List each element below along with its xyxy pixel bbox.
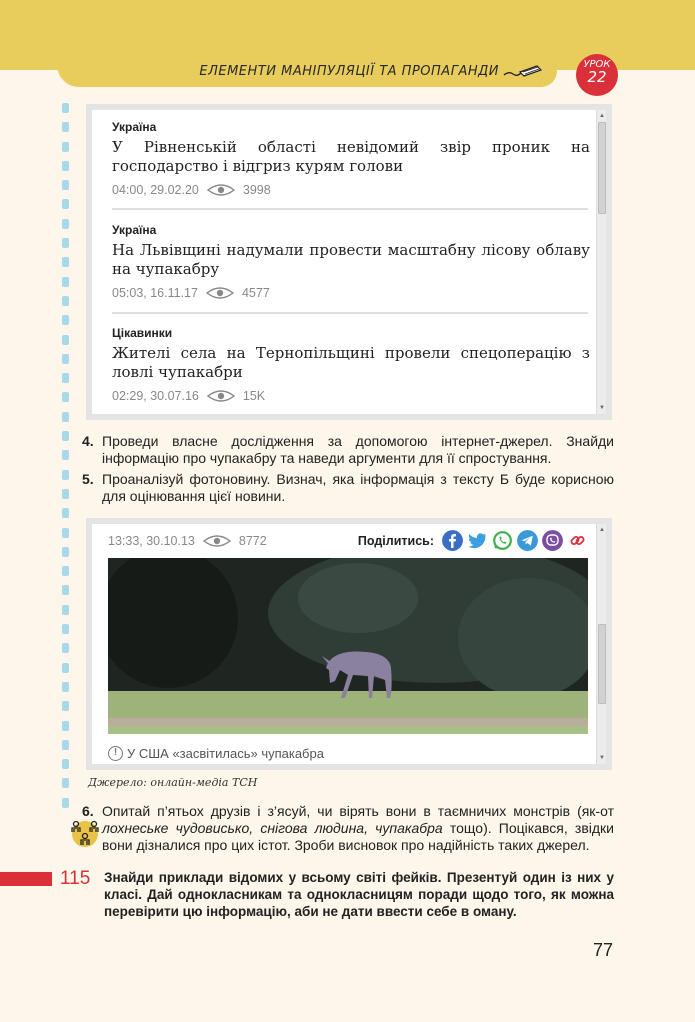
eye-icon xyxy=(207,183,235,197)
news-category: Україна xyxy=(112,223,157,237)
task-number: 5. xyxy=(82,471,94,487)
task-number-115: 115 xyxy=(60,868,91,889)
link-icon[interactable] xyxy=(567,530,588,551)
photo-caption xyxy=(108,746,324,761)
chapter-title: ЕЛЕМЕНТИ МАНІПУЛЯЦІЇ ТА ПРОПАГАНДИ xyxy=(199,64,499,79)
news-category: Цікавинки xyxy=(112,326,173,340)
lesson-label: УРОК xyxy=(583,59,611,70)
eye-icon xyxy=(203,534,231,548)
caption-text: У США «засвітилась» чупакабра xyxy=(127,746,324,761)
telegram-icon[interactable] xyxy=(517,530,538,551)
viber-icon[interactable] xyxy=(542,530,563,551)
task-marker-bar xyxy=(0,872,52,886)
task-list xyxy=(82,433,614,505)
chupacabra-photo[interactable] xyxy=(108,558,588,734)
task-6 xyxy=(82,803,614,854)
news-views: 4577 xyxy=(241,286,270,300)
news-item[interactable] xyxy=(112,326,590,403)
task-number: 4. xyxy=(82,433,94,449)
scroll-up-arrow[interactable]: ▲ xyxy=(599,113,605,119)
task-text: Опитай п’ятьох друзів і з’ясуй, чи вірять вони в таємничих монстрів (як-от лохнеське чудовисько, снігова людина, чупакабра тощо). Поцікався, звідки вони дізналися про цих істот. Зроби висновок про надійність таких джерел. xyxy=(102,803,615,853)
news-item[interactable] xyxy=(112,120,590,197)
scroll-down-arrow[interactable]: ▼ xyxy=(599,405,605,411)
scroll-down-arrow[interactable]: ▼ xyxy=(599,755,605,761)
twitter-icon[interactable] xyxy=(467,530,488,551)
task-text: Проведи власне дослідження за допомогою інтернет-джерел. Знайди інформацію про чупакабру та наведи аргументи для її спростування. xyxy=(102,433,614,466)
scroll-up-arrow[interactable]: ▲ xyxy=(599,527,605,533)
photo-scene xyxy=(108,558,588,734)
scrollbar[interactable] xyxy=(596,524,606,764)
share-bar xyxy=(358,530,588,551)
photo-news-time: 13:33, 30.10.13 xyxy=(108,534,195,548)
share-label: Поділитись: xyxy=(357,533,434,548)
page-number: 77 xyxy=(593,940,614,960)
news-headline[interactable]: У Рівненській області невідомий звір проник на господарство і відгриз курям голови xyxy=(112,138,590,175)
source-attribution: Джерело: онлайн-медіа ТСН xyxy=(88,776,258,789)
news-time: 04:00, 29.02.20 xyxy=(112,183,199,197)
info-icon: ! xyxy=(108,746,123,761)
news-time: 02:29, 30.07.16 xyxy=(112,389,199,403)
news-time: 05:03, 16.11.17 xyxy=(112,286,198,300)
eye-icon xyxy=(206,286,234,300)
notebook-margin-dots xyxy=(62,103,70,817)
news-item[interactable] xyxy=(112,223,590,300)
scrollbar-thumb[interactable] xyxy=(598,624,606,704)
task-4 xyxy=(82,433,614,467)
news-views: 3998 xyxy=(242,183,271,197)
photo-news-views: 8772 xyxy=(238,534,267,548)
divider xyxy=(112,312,588,314)
whatsapp-icon[interactable] xyxy=(492,530,513,551)
task-5 xyxy=(82,471,614,505)
divider xyxy=(112,208,588,210)
scrollbar[interactable] xyxy=(596,110,606,414)
news-feed-card xyxy=(86,104,612,420)
news-views: 15K xyxy=(242,389,266,403)
facebook-icon[interactable] xyxy=(442,530,463,551)
photo-news-card xyxy=(86,518,612,770)
task-number: 6. xyxy=(82,803,94,819)
news-category: Україна xyxy=(112,120,157,134)
monster-examples: лохнеське чудовисько, снігова людина, чупакабра xyxy=(102,820,443,836)
lesson-number: 22 xyxy=(587,68,607,86)
chapter-header xyxy=(57,55,557,87)
lesson-badge xyxy=(576,54,618,96)
news-headline[interactable]: На Львівщині надумали провести масштабну лісову облаву на чупакабру xyxy=(112,241,590,278)
task-text: Проаналізуй фотоновину. Визнач, яка інформація з тексту Б буде корисною для оцінювання цієї новини. xyxy=(102,471,614,504)
pencil-icon xyxy=(503,64,543,78)
task-115-text: Знайди приклади відомих у всьому світі фейків. Презентуй один із них у класі. Дай однокласникам та однокласницям поради щодо того, як можна перевірити цю інформацію, аби не дати ввести себе в оману. xyxy=(104,870,614,919)
news-headline[interactable]: Жителі села на Тернопільщині провели спецоперацію з ловлі чупакабри xyxy=(112,344,590,381)
scrollbar-thumb[interactable] xyxy=(598,122,606,214)
eye-icon xyxy=(207,389,235,403)
